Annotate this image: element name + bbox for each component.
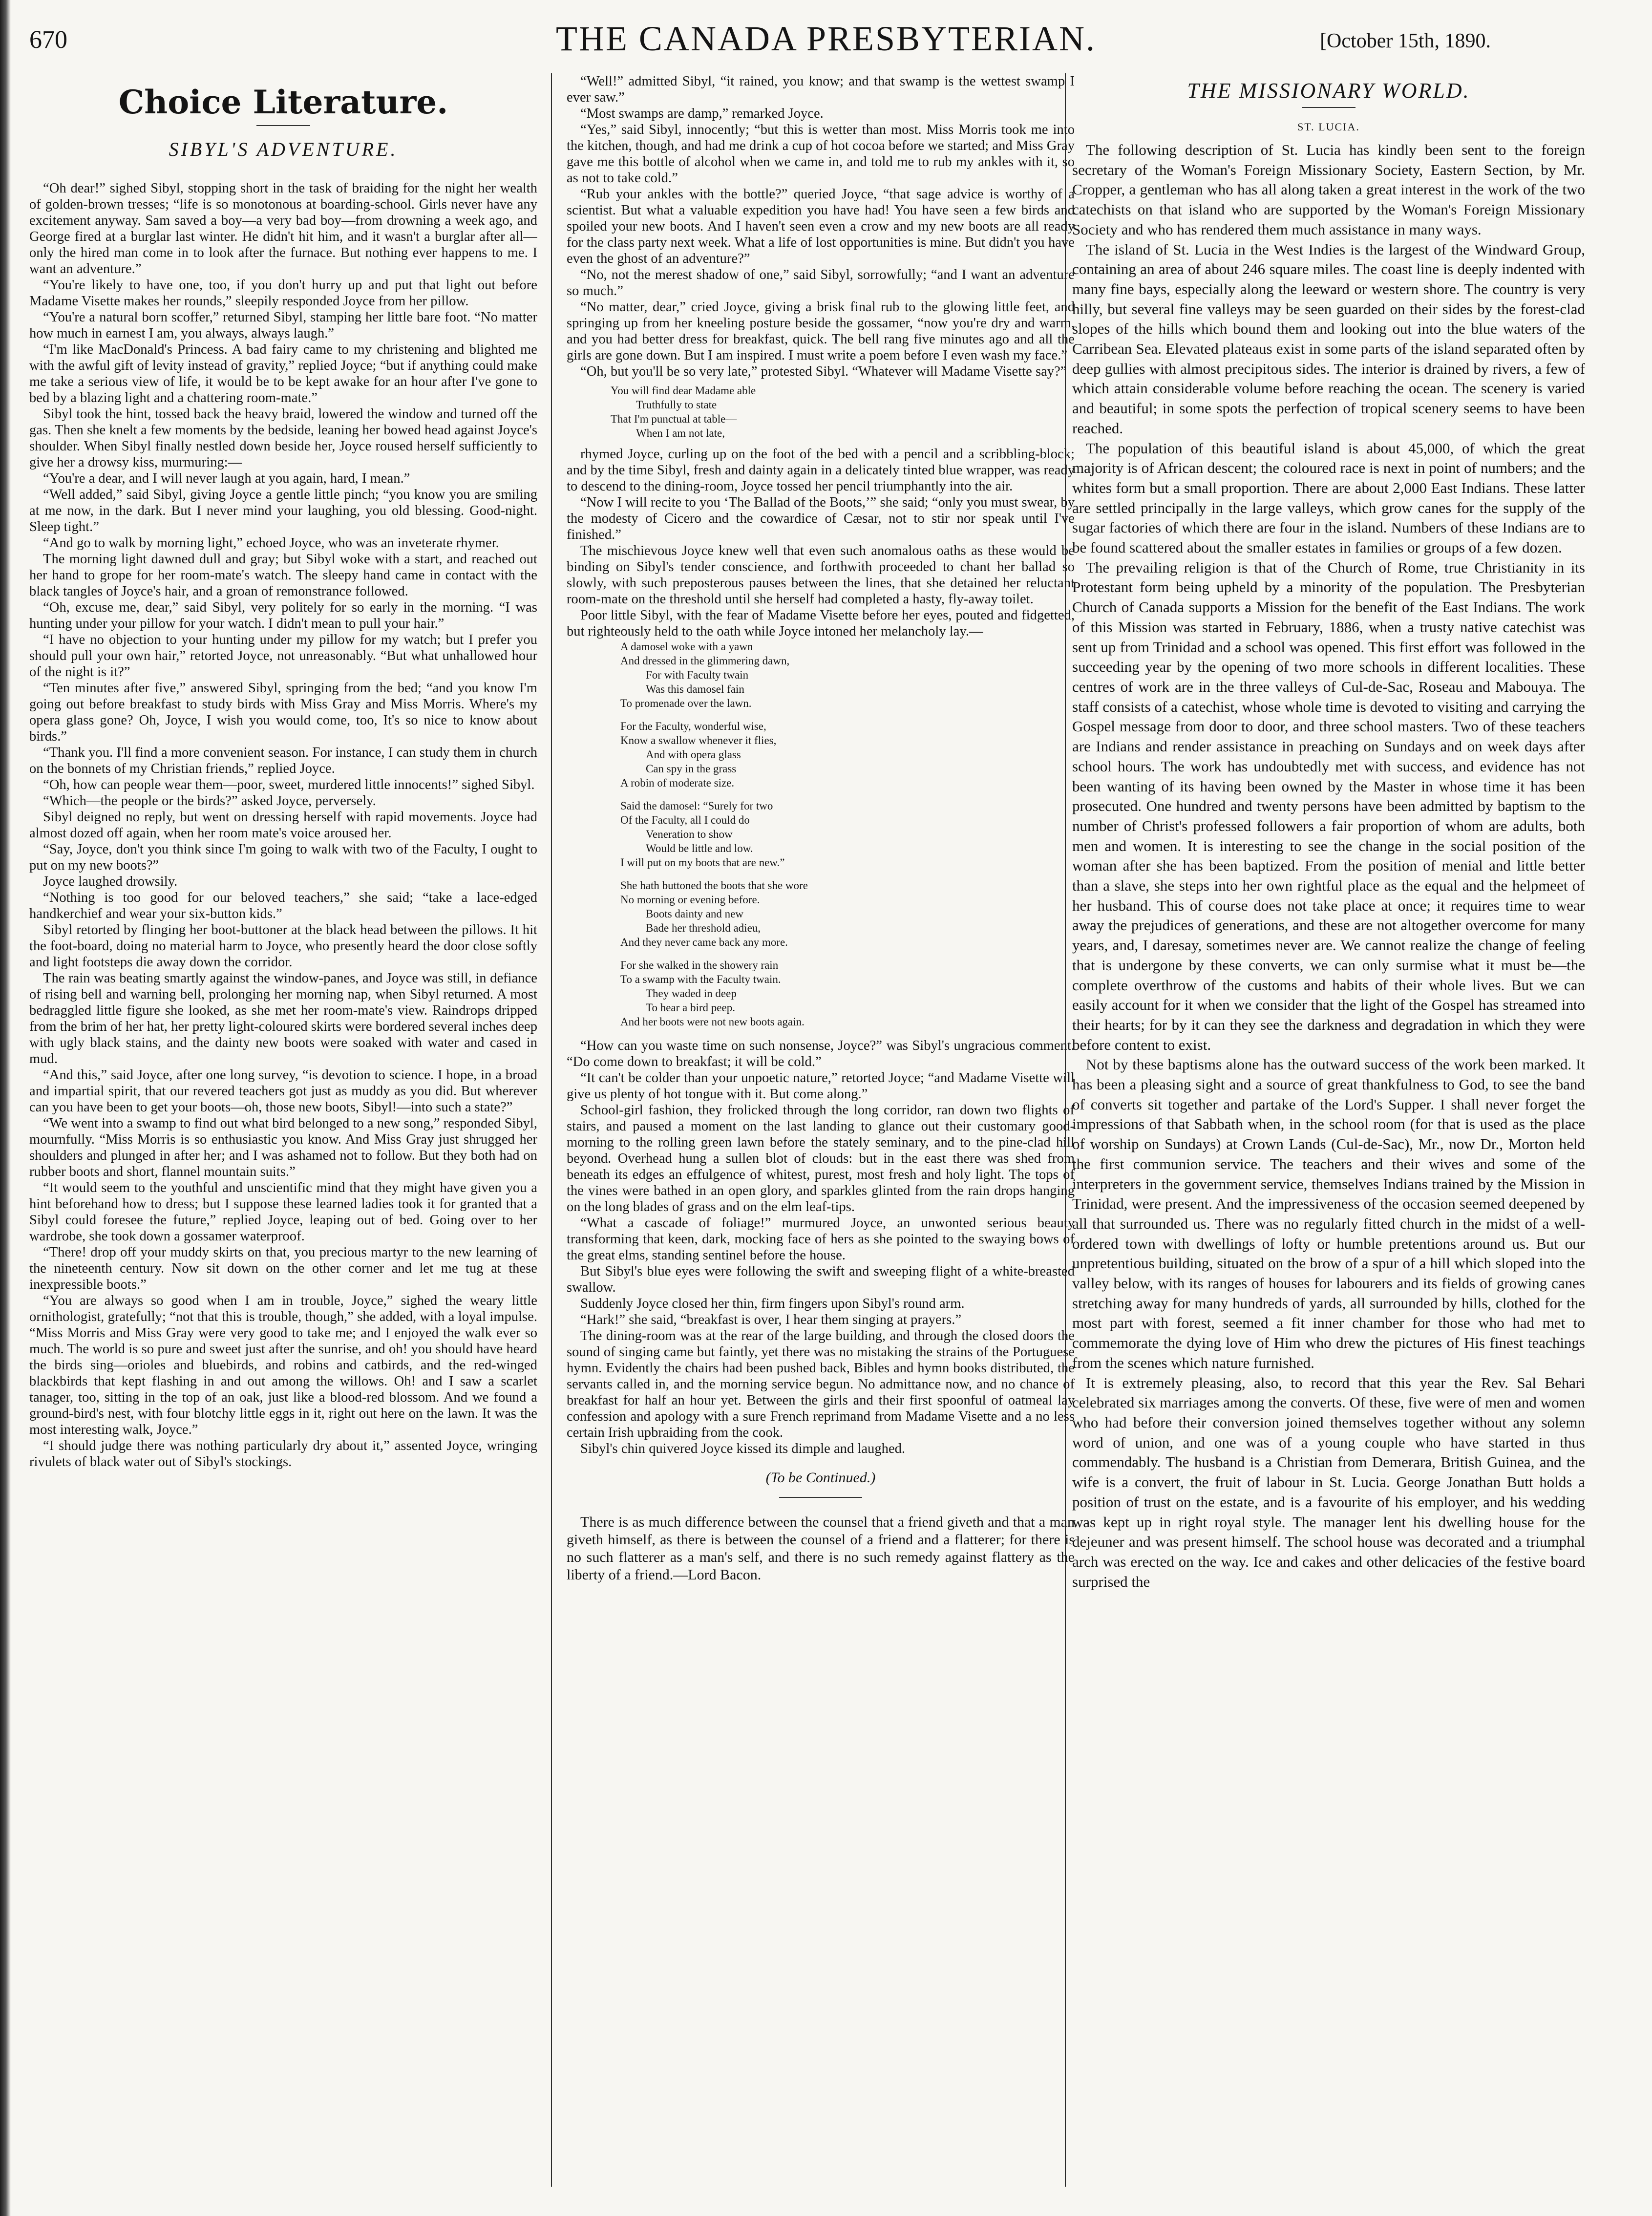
paragraph: “Ten minutes after five,” answered Sibyl, springing from the bed; “and you know I'm going out before breakfast to study birds with Miss Gray and Miss Morris. Where's my opera glass gone? Oh, Joyce, I wish you would come, too, It's so nice to know about birds.” [29,681,537,744]
verse [611,384,1075,440]
section-title: Choice Literature. [118,83,448,121]
verse-line: And dressed in the glimmering dawn, [620,655,790,667]
paragraph: “Well!” admitted Sibyl, “it rained, you know; and that swamp is the wettest swamp I ever saw.” [567,74,1075,105]
stanza [620,639,1075,710]
paragraph: Suddenly Joyce closed her thin, firm fingers upon Sibyl's round arm. [580,1296,965,1311]
verse-line: That I'm punctual at table— [611,413,737,425]
verse-line: A damosel woke with a yawn [620,640,753,653]
paragraph: “Oh, but you'll be so very late,” protested Sibyl. “Whatever will Madame Visette say?” [580,364,1067,379]
masthead [0,0,1652,73]
column-rule [551,73,552,2187]
paragraph: “I should judge there was nothing particularly dry about it,” assented Joyce, wringing rivulets of black water out of Sibyl's stockings. [29,1438,537,1470]
paper-title: THE CANADA PRESBYTERIAN. [555,19,1097,58]
verse-line: I will put on my boots that are new.” [620,856,785,869]
paragraph: “No, not the merest shadow of one,” said Sibyl, sorrowfully; “and I want an adventure so much.” [567,267,1075,298]
verse-line: And her boots were not new boots again. [620,1016,805,1028]
paragraph: But Sibyl's blue eyes were following the swift and sweeping flight of a white-breasted swallow. [567,1264,1075,1295]
issue-date: [October 15th, 1890. [1320,30,1491,52]
paragraph: Joyce laughed drowsily. [43,874,178,889]
scan-edge-shadow [0,0,11,2216]
paragraph: Sibyl deigned no reply, but went on dressing herself with rapid movements. Joyce had almost dozed off again, when her room mate's voice aroused her. [29,810,537,841]
story-body [567,446,1075,639]
column-choice-literature [29,73,537,2196]
verse-line: To a swamp with the Faculty twain. [620,973,781,985]
paragraph: “And go to walk by morning light,” echoed Joyce, who was an inveterate rhymer. [43,535,499,551]
paragraph: “You are always so good when I am in trouble, Joyce,” sighed the weary little ornithologist, gratefully; “not that this is trouble, though,” she added, with a loyal impulse. “Miss Morris and Miss Gray were very good to take me; and I enjoyed the walk ever so much. The world is so pure and sweet just after the sunrise, and oh! you should have heard the birds sing—orioles and bluebirds, and robins and catbirds, and the red-winged blackbirds that kept flashing in and out among the willows. Oh! and I saw a scarlet tanager, too, sitting in the top of an oak, just like a blood-red blossom. And we found a ground-bird's nest, with four blotchy little eggs in it, right out here on the lawn. It was the most interesting walk, Joyce.” [29,1293,537,1437]
verse-line: Boots dainty and new [646,908,743,920]
story-body [567,1038,1075,1457]
paragraph: “You're likely to have one, too, if you don't hurry up and put that light out before Madame Visette makes her rounds,” sleepily responded Joyce from her pillow. [29,277,537,309]
section-title: THE MISSIONARY WORLD. [1187,79,1470,103]
page-number: 670 [29,26,67,54]
to-be-continued: (To be Continued.) [765,1470,876,1486]
paragraph: “What a cascade of foliage!” murmured Joyce, an unwonted serious beauty transforming that keen, dark, mocking face of hers as she pointed to the swaying bows of the great elms, standing sentinel before the house. [567,1215,1075,1263]
paragraph: Poor little Sibyl, with the fear of Madame Visette before her eyes, pouted and fidgetted, but righteously held to the oath while Joyce intoned her melancholy lay.— [567,608,1075,639]
paragraph: Sibyl retorted by flinging her boot-buttoner at the black head between the pillows. It hit the foot-board, doing no material harm to Joyce, who presently heard the door close softly and light footsteps die away down the corridor. [29,922,537,970]
column-story-continued [567,73,1075,2196]
paragraph: “Which—the people or the birds?” asked Joyce, perversely. [43,793,376,809]
verse-line: Know a swallow whenever it flies, [620,734,777,746]
verse-line: To promenade over the lawn. [620,697,752,709]
paragraph: “Rub your ankles with the bottle?” queried Joyce, “that sage advice is worthy of a scientist. But what a valuable expedition you have had! You have seen a few birds and spoiled your new boots. And I haven't seen even a crow and my new boots are all ready for the class party next week. What a life of lost opportunities is mine. But didn't you have even the ghost of an adventure?” [567,187,1075,266]
verse-line: Said the damosel: “Surely for two [620,800,773,812]
heading-rule [1302,107,1355,108]
verse-line: When I am not late, [636,427,725,439]
paragraph: rhymed Joyce, curling up on the foot of the bed with a pencil and a scribbling-block; and by the time Sibyl, fresh and dainty again in a delicately tinted blue wrapper, was ready to descend to the dining-room, Joyce tossed her pencil triumphantly into the air. [567,447,1075,494]
story-body [29,180,537,1470]
verse-line: For with Faculty twain [646,669,749,681]
paragraph: “How can you waste time on such nonsense, Joyce?” was Sibyl's ungracious comment. “Do come down to breakfast; it will be cold.” [567,1038,1075,1069]
paragraph: The population of this beautiful island is about 45,000, of which the great majority is of African descent; the coloured race is next in point of numbers; and the whites form but a small proportion. There are about 2,000 East Indians. These latter are settled principally in the large valleys, which grow canes for the supply of the sugar factories of which there are four in the island. Numbers of these Indians are to be found scattered about the smaller estates in families or groups of a few dozen. [1072,439,1585,556]
paragraph: “Most swamps are damp,” remarked Joyce. [580,106,824,121]
paragraph: The mischievous Joyce knew well that even such anomalous oaths as these would be binding on Sibyl's tender conscience, and forthwith proceeded to chant her ballad so slowly, with such preposterous pauses between the lines, that she detained her reluctant room-mate on the threshold until she herself had completed a hasty, fly-away toilet. [567,543,1075,607]
paragraph: “Thank you. I'll find a more convenient season. For instance, I can study them in church on the bonnets of my Christian friends,” replied Joyce. [29,745,537,776]
verse-line: To hear a bird peep. [646,1001,735,1014]
stanza [620,878,1075,949]
paragraph: “You're a dear, and I will never laugh at you again, hard, I mean.” [43,471,410,486]
article-body [1072,140,1585,1592]
article-title: ST. LUCIA. [1297,121,1360,133]
paragraph: “There! drop off your muddy skirts on that, you precious martyr to the new learning of the nineteenth century. Now sit down on the other corner and let me tug at these inexpressible boots.” [29,1245,537,1292]
paragraph: “No matter, dear,” cried Joyce, giving a brisk final rub to the glowing little feet, and springing up from her kneeling posture beside the gossamer, “now you're dry and warm, and you had better dress for breakfast, quick. The bell rang five minutes ago and all the girls are gone down. But I am inspired. I must write a poem before I even wash my face.” [567,299,1075,363]
paragraph: “Yes,” said Sibyl, innocently; “but this is wetter than most. Miss Morris took me into the kitchen, though, and had me drink a cup of hot cocoa before we started; and Miss Gray gave me this bottle of alcohol when we came in, and told me to rub my ankles with it, so as not to take cold.” [567,122,1075,186]
paragraph: It is extremely pleasing, also, to record that this year the Rev. Sal Behari celebrated six marriages among the converts. Of these, five were of men and women who had before their conversion joined themselves together without any solemn word of union, and one was of a young couple who have started in thus commendably. The husband is a Christian from Demerara, British Guinea, and the wife is a convert, the fruit of labour in St. Lucia. George Jonathan Butt holds a position of trust on the estate, and is a favourite of his employer, and his wedding was kept up in right royal style. The manager lent his dwelling house for the dejeuner and was present himself. The school house was decorated and a triumphal arch was erected on the way. Ice and cakes and other delicacies of the festive board surprised the [1072,1374,1585,1590]
verse-line: You will find dear Madame able [611,384,756,397]
verse-line: Can spy in the grass [646,763,737,775]
paragraph: “I'm like MacDonald's Princess. A bad fairy came to my christening and blighted me with the awful gift of levity instead of gravity,” replied Joyce; “but if anything could make me take a serious view of life, it would be to be kept awake for an hour after I've gone to bed by a blazing light and a chattering room-mate.” [29,342,537,405]
bacon-quote: There is as much difference between the counsel that a friend giveth and that a man giveth himself, as there is between the counsel of a friend and a flatterer; for there is no such flatterer as a man's self, and there is no such remedy against flattery as the liberty of a friend.—Lord Bacon. [567,1514,1075,1583]
verse-line: Bade her threshold adieu, [646,922,761,934]
paragraph: “It can't be colder than your unpoetic nature,” retorted Joyce; “and Madame Visette will give us plenty of hot tongue with it. But come along.” [567,1070,1075,1102]
paragraph: “We went into a swamp to find out what bird belonged to a new song,” responded Sibyl, mournfully. “Miss Morris is so enthusiastic you know. And Miss Gray just shrugged her shoulders and plunged in after her; and I was ashamed not to follow. But they both had on rubber boots and short, flannel mountain suits.” [29,1116,537,1179]
separator-rule [779,1497,862,1498]
paragraph: School-girl fashion, they frolicked through the long corridor, ran down two flights of stairs, and paused a moment on the last landing to glance out their customary good-morning to the rolling green lawn before the stately seminary, and to the pine-clad hill beyond. Overhead hung a sullen blot of clouds: but in the east there was shed from beneath its edges an effulgence of whitest, purest, most fresh and holy light. The tops of the vines were bathed in an open glory, and sparkles glinted from the rain drops hanging on the long blades of grass and on the elm leaf-tips. [567,1103,1075,1215]
paragraph: “Well added,” said Sibyl, giving Joyce a gentle little pinch; “you know you are smiling at me now, in the dark. But I never mind your laughing, you old blessing. Good-night. Sleep tight.” [29,487,537,534]
paragraph: “Oh dear!” sighed Sibyl, stopping short in the task of braiding for the night her wealth of golden-brown tresses; “life is so monotonous at boarding-school. Girls never have any excitement anyway. Sam saved a boy—a very bad boy—from drowning a week ago, and George fired at a burglar last winter. He didn't hit him, and it wasn't a burglar after all—only the hired man come in to look after the furnace. But nothing ever happens to me. I want an adventure.” [29,181,537,277]
verse-line: And with opera glass [646,748,741,761]
verse-line: Truthfully to state [636,399,717,411]
paragraph: “I have no objection to your hunting under my pillow for my watch; but I prefer you should pull your own hair,” retorted Joyce, not unreasonably. “But what unhallowed hour of the night is it?” [29,632,537,680]
verse-line: For she walked in the showery rain [620,959,779,971]
paragraph: Not by these baptisms alone has the outward success of the work been marked. It has been a pleasing sight and a source of great thankfulness to God, to see the band of converts sit together and partake of the Lord's Supper. I shall never forget the impressions of that Sabbath when, in the school room (for that is used as the place of worship on Sundays) at Crown Lands (Cul-de-Sac), Mr., now Dr., Morton held the first communion service. The teachers and their wives and some of the interpreters in the government service, themselves Indians trained by the Mission in Trinidad, were present. And the impressiveness of the occasion seemed deepened by all that surrounded us. There was no regularly fitted church in the midst of a well-ordered town with dwellings of lofty or humble pretentions around us. But our unpretentious building, situated on the brow of a spur of a hill which sloped into the valley below, with its ranges of houses for labourers and its fields of growing canes stretching away for many hundreds of yards, all surrounded by hills, clothed for the most part with forest, seemed a fit inner chamber for those who had met to commemorate the dying love of Him who drew the pictures of His finest teachings from the scenes which nature furnished. [1072,1056,1585,1371]
paragraph: “You're a natural born scoffer,” returned Sibyl, stamping her little bare foot. “No matter how much in earnest I am, you always, always laugh.” [29,310,537,341]
verse-line: Of the Faculty, all I could do [620,814,750,826]
paragraph: The following description of St. Lucia has kindly been sent to the foreign secretary of the Woman's Foreign Missionary Society, Eastern Section, by Mr. Cropper, a gentleman who has all along taken a great interest in the work of the two catechists on that island who are supported by the Woman's Foreign Missionary Society and who has rendered them much assistance in many ways. [1072,141,1585,238]
verse-line: For the Faculty, wonderful wise, [620,720,766,732]
heading-rule [256,125,310,126]
paragraph: “Oh, excuse me, dear,” said Sibyl, very politely for so early in the morning. “I was hunting under your pillow for your watch. I didn't mean to pull your hair.” [29,600,537,631]
verse-line: A robin of moderate size. [620,777,735,789]
paragraph: “And this,” said Joyce, after one long survey, “is devotion to science. I hope, in a broad and impartial spirit, that our revered teachers got just as muddy as you did. But wherever can you have been to get your boots—oh, those new boots, Sibyl!—into such a state?” [29,1067,537,1115]
paragraph: “Now I will recite to you ‘The Ballad of the Boots,’” she said; “only you must swear, by the modesty of Cicero and the cowardice of Cæsar, not to stir nor speak until I've finished.” [567,495,1075,542]
paragraph: The dining-room was at the rear of the large building, and through the closed doors the sound of singing came but faintly, yet there was no mistaking the strains of the Portuguese hymn. Evidently the chairs had been pushed back, Bibles and hymn books distributed, the servants called in, and the morning service begun. No admittance now, and no chance of breakfast for half an hour yet. Between the girls and their first spoonful of oatmeal lay confession and apology with a sure French reprimand from Madame Visette and a no less certain Irish upbraiding from the cook. [567,1328,1075,1440]
ballad [567,639,1075,1029]
paragraph: The island of St. Lucia in the West Indies is the largest of the Windward Group, containing an area of about 246 square miles. The coast line is deeply indented with many fine bays, especially along the leeward or western shore. The country is very hilly, but several fine valleys may be seen guarded on their sides by the forest-clad slopes of the hills which bound them and looking out into the blue waters of the Carribean Sea. Elevated plateaus exist in some parts of the island separated often by deep gullies with almost precipitous sides. The interior is drained by rivers, a few of which attain considerable volume before reaching the ocean. The scenery is varied and beautiful; in some spots the perfection of tropical scenery seems to have been reached. [1072,240,1585,437]
stanza [620,799,1075,870]
stanza [620,719,1075,790]
story-body [567,73,1075,380]
paragraph: “Hark!” she said, “breakfast is over, I hear them singing at prayers.” [580,1312,962,1327]
verse-line: Would be little and low. [646,842,753,854]
verse-line: Was this damosel fain [646,683,744,695]
verse-line: And they never came back any more. [620,936,788,948]
paragraph: Sibyl took the hint, tossed back the heavy braid, lowered the window and turned off the gas. Then she knelt a few moments by the bedside, leaning her bowed head against Joyce's shoulder. When Sibyl finally nestled down beside her, Joyce roused herself sufficiently to give her a drowsy kiss, murmuring:— [29,406,537,470]
column-missionary-world [1072,73,1585,2196]
paragraph: “Say, Joyce, don't you think since I'm going to walk with two of the Faculty, I ought to put on my new boots?” [29,842,537,873]
paragraph: “Oh, how can people wear them—poor, sweet, murdered little innocents!” sighed Sibyl. [43,777,535,792]
paragraph: Sibyl's chin quivered Joyce kissed its dimple and laughed. [580,1441,906,1456]
paragraph: The rain was beating smartly against the window-panes, and Joyce was still, in defiance of rising bell and warning bell, prolonging her morning nap, when Sibyl returned. A most bedraggled little figure she looked, as she met her room-mate's view. Raindrops dripped from the brim of her hat, her pretty light-coloured skirts were bordered several inches deep with ugly black stains, and the dainty new boots were soaked with water and cased in mud. [29,971,537,1066]
verse-line: Veneration to show [646,828,733,840]
story-title: SIBYL'S ADVENTURE. [169,138,398,160]
stanza [620,958,1075,1029]
verse-line: She hath buttoned the boots that she wore [620,879,808,892]
verse-line: They waded in deep [646,987,737,1000]
paragraph: The prevailing religion is that of the Church of Rome, true Christianity in its Protestant form being upheld by a minority of the population. The Presbyterian Church of Canada supports a Mission for the benefit of the East Indians. The work of this Mission was started in February, 1886, when a trusty native catechist was sent up from Trinidad and a school was opened. This first effort was followed in the succeeding year by the opening of two more schools in different localities. These centres of work are in the three valleys of Cul-de-Sac, Roseau and Mabouya. The staff consists of a catechist, whose whole time is devoted to visiting and carrying the Gospel message from door to door, and three school masters. Two of these teachers are Indians and render assistance in preaching on Sundays and on week days after school hours. The work has undoubtedly met with success, and evidence has not been wanting of its having been owned by the Master in whose time it has been prosecuted. One hundred and twenty persons have been admitted by baptism to the number of Christ's professed followers a fair proportion of whom are adults, both men and women. It is interesting to see the change in the social position of the woman after she has been baptized. From the position of menial and little better than a slave, she steps into her own rightful place as the equal and the helpmeet of her husband. This of course does not take place at once; it requires time to wear away the prejudices of generations, and these are not altogether overcome for many years, and, I daresay, sometimes never are. We cannot realize the change of feeling that is undergone by these converts, we can only surmise what it must be—the complete overthrow of the customs and habits of their whole lives. But we can easily account for it when we consider that the light of the Gospel has streamed into their hearts; for by it can they see the darkness and degradation in which they were before content to exist. [1072,558,1585,1053]
verse-line: No morning or evening before. [620,894,760,906]
paragraph: The morning light dawned dull and gray; but Sibyl woke with a start, and reached out her hand to grope for her room-mate's watch. The sleepy hand came in contact with the black tangles of Joyce's hair, and a groan of remonstrance followed. [29,552,537,599]
paragraph: “Nothing is too good for our beloved teachers,” she said; “take a lace-edged handkerchief and wear your six-button kids.” [29,890,537,921]
paragraph: “It would seem to the youthful and unscientific mind that they might have given you a hint beforehand how to dress; but I suppose these learned ladies took it for granted that a Sibyl could foresee the future,” replied Joyce, leaping out of bed. Going over to her wardrobe, she took down a gossamer waterproof. [29,1180,537,1244]
